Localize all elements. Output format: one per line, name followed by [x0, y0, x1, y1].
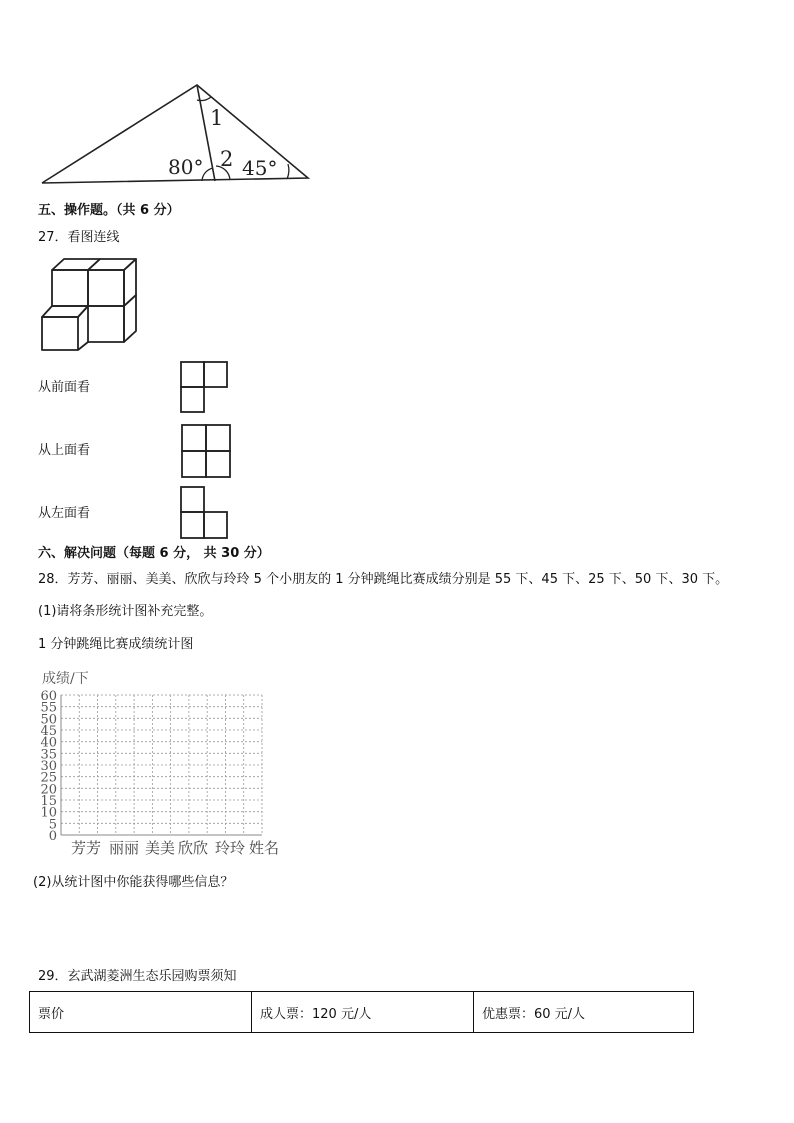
view-label-top: 从上面看	[38, 443, 91, 458]
y-tick-label: 15	[40, 794, 57, 809]
x-tick-label: 丽丽	[108, 839, 140, 857]
y-axis-label: 成绩/下	[42, 671, 89, 687]
q28-part2: (2)从统计图中你能获得哪些信息？	[33, 875, 234, 890]
x-axis-label: 姓名	[248, 839, 280, 857]
left-view-figure	[180, 486, 230, 540]
triangle-figure	[30, 78, 350, 198]
y-tick-label: 45	[40, 724, 57, 739]
x-tick-label: 欣欣	[177, 839, 209, 857]
view-label-front: 从前面看	[38, 380, 91, 395]
y-tick-label: 40	[40, 735, 57, 751]
table-cell-discount: 优惠票：60 元/人	[474, 992, 694, 1033]
table-cell-adult: 成人票：120 元/人	[252, 992, 474, 1033]
chart-title: 1 分钟跳绳比赛成绩统计图	[38, 637, 194, 652]
y-tick-label: 55	[40, 700, 57, 716]
angle-arc-45	[287, 164, 289, 179]
angle-label-45: 45°	[242, 156, 278, 180]
ticket-price-table	[29, 991, 694, 1033]
y-tick-label: 50	[40, 712, 57, 728]
bar-chart	[38, 668, 288, 858]
angle-label-80: 80°	[168, 155, 204, 179]
q28-part1: (1)请将条形统计图补充完整。	[38, 604, 213, 619]
section6-heading: 六、解决问题（每题 6 分， 共 30 分）	[38, 546, 270, 561]
q27-title: 27．看图连线	[38, 230, 120, 245]
y-tick-label: 60	[40, 689, 57, 704]
y-tick-label: 0	[48, 829, 57, 844]
angle-label-2: 2	[220, 147, 234, 171]
cube-figure	[38, 256, 138, 356]
y-tick-label: 20	[40, 782, 57, 798]
view-label-left: 从左面看	[38, 506, 91, 521]
q29-title: 29．玄武湖菱洲生态乐园购票须知	[38, 969, 237, 984]
front-view-figure	[180, 361, 230, 413]
y-tick-label: 5	[48, 817, 57, 833]
angle-label-1: 1	[210, 106, 224, 130]
q28-text: 28．芳芳、丽丽、美美、欣欣与玲玲 5 个小朋友的 1 分钟跳绳比赛成绩分别是 55 下、45 下、25 下、50 下、30 下。	[38, 572, 729, 587]
y-tick-label: 35	[40, 747, 57, 763]
x-tick-label: 美美	[144, 839, 176, 857]
top-view-figure	[181, 424, 231, 478]
x-tick-label: 玲玲	[214, 839, 246, 857]
y-tick-label: 30	[40, 759, 57, 774]
table-row	[30, 992, 694, 1033]
y-tick-label: 10	[40, 805, 57, 821]
x-tick-label: 芳芳	[70, 839, 102, 857]
y-tick-label: 25	[40, 770, 57, 786]
section5-heading: 五、操作题。（共 6 分）	[38, 203, 180, 218]
table-cell-label: 票价	[30, 992, 252, 1033]
